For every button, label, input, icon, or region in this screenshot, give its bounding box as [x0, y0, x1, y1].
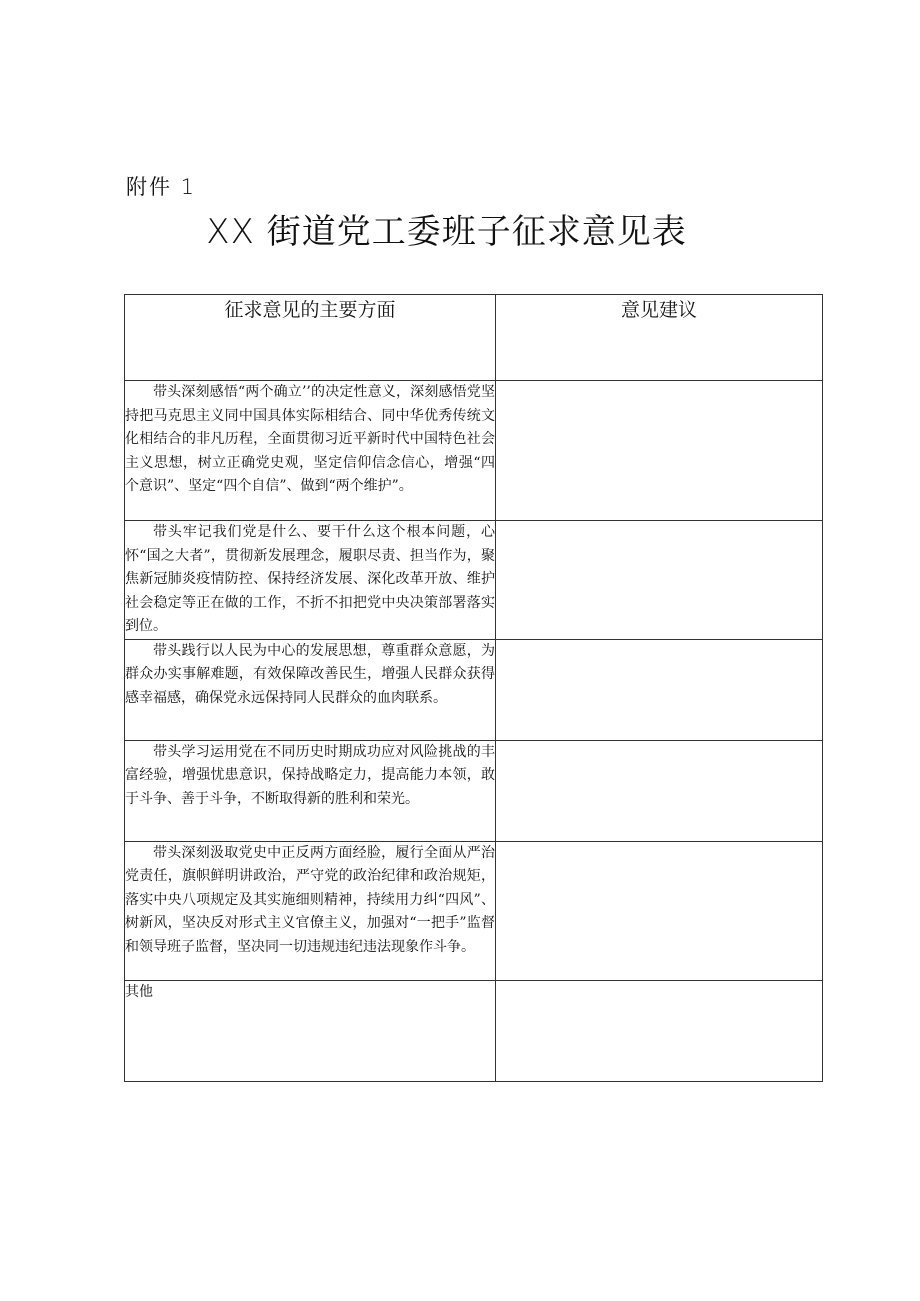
table-row	[125, 841, 823, 980]
suggestion-cell[interactable]	[496, 841, 823, 980]
table-row	[125, 740, 823, 841]
aspect-cell: 带头深刻感悟“两个确立’’的决定性意义，深刻感悟党坚持把马克思主义同中国具体实际相结合、同中华优秀传统文化相结合的非凡历程，全面贯彻习近平新时代中国特色社会主义思想，树立正确党史观，坚定信仰信念信心，增强“四个意识”、坚定“四个自信”、做到“两个维护”。	[125, 381, 496, 521]
table-row	[125, 980, 823, 1081]
table-row	[125, 639, 823, 740]
aspect-cell: 带头牢记我们党是什么、要干什么这个根本问题，心怀“国之大者”，贯彻新发展理念，履职尽责、担当作为，聚焦新冠肺炎疫情防控、保持经济发展、深化改革开放、维护社会稳定等正在做的工作，不折不扣把党中央决策部署落实到位。	[125, 521, 496, 640]
aspect-cell-other: 其他	[125, 980, 496, 1081]
suggestion-cell[interactable]	[496, 980, 823, 1081]
table-row	[125, 521, 823, 640]
page-title: XX 街道党工委班子征求意见表	[206, 212, 687, 252]
suggestion-cell[interactable]	[496, 639, 823, 740]
suggestion-cell[interactable]	[496, 381, 823, 521]
header-suggestion: 意见建议	[496, 295, 823, 381]
aspect-cell: 带头践行以人民为中心的发展思想，尊重群众意愿，为群众办实事解难题，有效保障改善民生，增强人民群众获得感幸福感，确保党永远保持同人民群众的血肉联系。	[125, 639, 496, 740]
attachment-label: 附件 1	[126, 175, 197, 199]
table-row	[125, 381, 823, 521]
suggestion-cell[interactable]	[496, 521, 823, 640]
header-aspect: 征求意见的主要方面	[125, 295, 496, 381]
suggestion-cell[interactable]	[496, 740, 823, 841]
aspect-cell: 带头深刻汲取党史中正反两方面经脸，履行全面从严治党责任，旗帜鲜明讲政治，严守党的政治纪律和政治规矩，落实中央八项规定及其实施细则精神，持续用力纠“四风”、树新风，坚决反对形式主义官僚主义，加强对“一把手”监督和领导班子监督，坚决同一切违规违纪违法现象作斗争。	[125, 841, 496, 980]
opinion-table	[124, 294, 823, 1082]
table-header-row	[125, 295, 823, 381]
aspect-cell: 带头学习运用党在不同历史时期成功应对风险挑战的丰富经验，增强忧患意识，保持战略定力，提高能力本领，敢于斗争、善于斗争，不断取得新的胜利和荣光。	[125, 740, 496, 841]
